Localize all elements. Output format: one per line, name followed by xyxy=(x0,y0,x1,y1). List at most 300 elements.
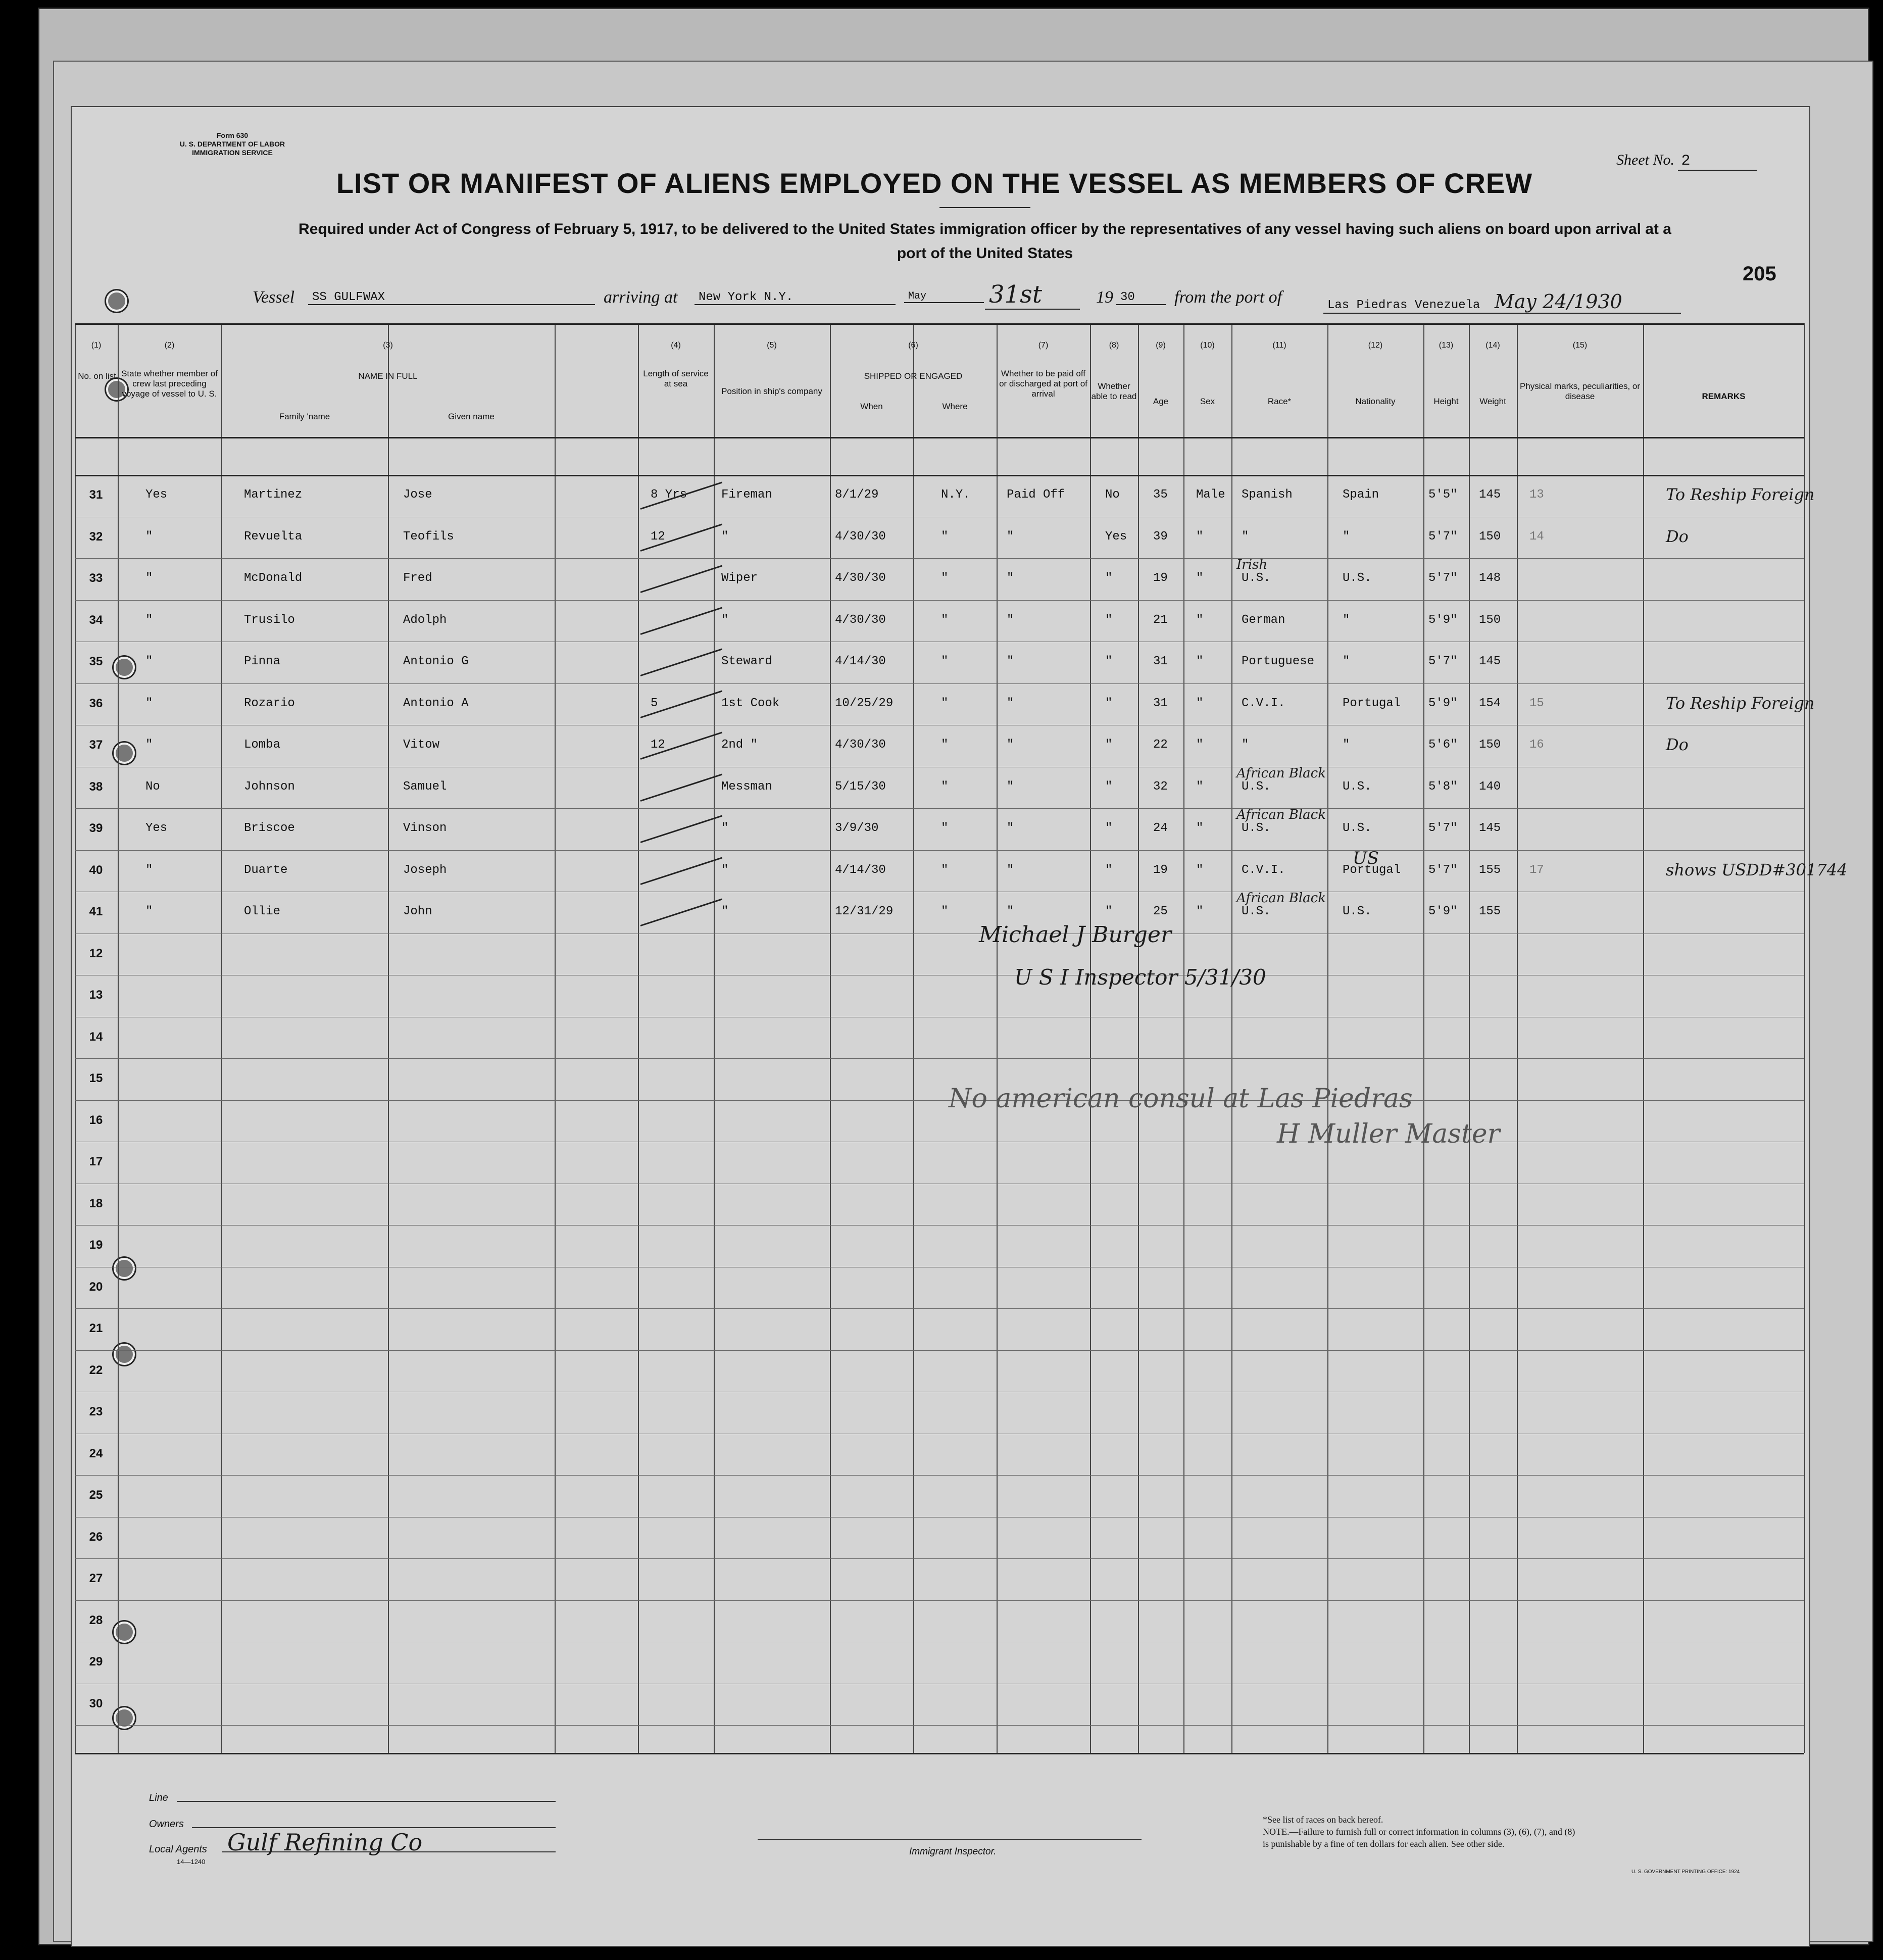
col-head-nationality: Nationality xyxy=(1355,397,1396,406)
cell-where: " xyxy=(941,821,949,835)
cell-prev: " xyxy=(145,863,153,877)
cell-family: Briscoe xyxy=(244,821,295,835)
cell-read: No xyxy=(1105,488,1120,502)
col-head-race: Race* xyxy=(1267,397,1292,406)
col-num-8: (8) xyxy=(1109,341,1119,350)
col-head-shipped: SHIPPED OR ENGAGED xyxy=(864,371,963,381)
cell-weight: 145 xyxy=(1479,488,1501,502)
form-number: Form 630 xyxy=(216,131,249,139)
column-rule xyxy=(1090,323,1091,1753)
cell-age: 19 xyxy=(1153,571,1168,585)
cell-race: U.S. xyxy=(1242,571,1271,585)
crew-ledger xyxy=(75,323,1848,1753)
cell-read: " xyxy=(1105,821,1113,835)
cell-paid: " xyxy=(1007,779,1014,794)
cell-remarks: Do xyxy=(1666,735,1689,754)
immigrant-inspector-label: Immigrant Inspector. xyxy=(909,1846,997,1857)
cell-prev: Yes xyxy=(145,821,168,835)
arrival-year: 30 xyxy=(1116,290,1166,305)
cell-when: 4/30/30 xyxy=(835,738,886,752)
col-head-sex: Sex xyxy=(1200,397,1215,406)
nationality-handwritten-note: US xyxy=(1353,848,1379,868)
cell-given: Joseph xyxy=(403,863,447,877)
cell-age: 25 xyxy=(1153,905,1168,918)
cell-where: " xyxy=(941,613,949,627)
subtitle-line-2: port of the United States xyxy=(897,245,1073,262)
row-rule xyxy=(75,1308,1804,1309)
cell-age: 22 xyxy=(1153,738,1168,752)
binder-hole-icon xyxy=(106,290,127,312)
col-head-family: Family 'name xyxy=(279,412,330,421)
empty-row-number: 22 xyxy=(89,1363,103,1377)
cell-paid: " xyxy=(1007,655,1014,668)
cell-race: C.V.I. xyxy=(1242,696,1285,710)
cell-nationality: Portugal xyxy=(1343,863,1401,877)
cell-paid: " xyxy=(1007,696,1014,710)
owners-field xyxy=(192,1827,556,1828)
cell-race: U.S. xyxy=(1242,905,1271,918)
column-rule xyxy=(388,323,389,1753)
check-stroke-icon xyxy=(640,649,723,676)
cell-height: 5'7" xyxy=(1428,863,1458,877)
row-rule xyxy=(75,683,1804,684)
cell-height: 5'9" xyxy=(1428,696,1458,710)
col-num-12: (12) xyxy=(1368,341,1383,350)
arriving-port: New York N.Y. xyxy=(695,290,896,305)
cell-family: Johnson xyxy=(244,779,295,794)
race-handwritten-note: Irish xyxy=(1236,557,1268,572)
cell-height: 5'8" xyxy=(1428,779,1458,794)
cell-weight: 155 xyxy=(1479,905,1501,918)
from-port-name: Las Piedras Venezuela xyxy=(1327,299,1480,312)
title-rule xyxy=(939,207,1030,208)
cell-marks: 17 xyxy=(1529,863,1544,877)
header-rule xyxy=(75,437,1804,438)
col-num-15: (15) xyxy=(1572,341,1588,350)
column-rule xyxy=(1643,323,1644,1753)
cell-given: Antonio A xyxy=(403,696,469,710)
local-agents-value: Gulf Refining Co xyxy=(227,1829,423,1856)
col-head-prev: State whether member of crew last preceding voyage of vessel to U. S. xyxy=(121,369,218,399)
cell-service: 12 xyxy=(651,738,665,752)
cell-height: 5'6" xyxy=(1428,738,1458,752)
cell-sex: Male xyxy=(1196,488,1225,502)
cell-position: Steward xyxy=(721,655,772,668)
cell-family: Pinna xyxy=(244,655,281,668)
cell-position: Wiper xyxy=(721,571,758,585)
cell-where: " xyxy=(941,571,949,585)
column-rule xyxy=(221,323,222,1753)
empty-row-number: 12 xyxy=(89,946,103,960)
column-rule xyxy=(997,323,998,1753)
race-handwritten-note: African Black xyxy=(1236,807,1326,822)
empty-row-number: 24 xyxy=(89,1446,103,1460)
inspector-signature-line xyxy=(758,1839,1142,1840)
cell-height: 5'9" xyxy=(1428,613,1458,627)
cell-sex: " xyxy=(1196,696,1204,710)
cell-marks: 13 xyxy=(1529,488,1544,502)
cell-where: N.Y. xyxy=(941,488,970,502)
column-rule xyxy=(830,323,831,1753)
cell-remarks: To Reship Foreign xyxy=(1666,485,1815,504)
col-num-10: (10) xyxy=(1200,341,1215,350)
col-num-5: (5) xyxy=(767,341,777,350)
col-head-weight: Weight xyxy=(1479,397,1506,406)
arrival-month: May xyxy=(904,290,984,303)
row-rule xyxy=(75,1350,1804,1351)
cell-given: Samuel xyxy=(403,779,447,794)
master-signature: H Muller Master xyxy=(1277,1119,1500,1149)
row-rule xyxy=(75,808,1804,809)
race-handwritten-note: African Black xyxy=(1236,891,1326,906)
cell-race: U.S. xyxy=(1242,779,1271,794)
col-head-remarks: REMARKS xyxy=(1702,391,1746,401)
cell-given: Fred xyxy=(403,571,432,585)
empty-row-number: 19 xyxy=(89,1238,103,1252)
cell-read: " xyxy=(1105,655,1113,668)
cell-nationality: U.S. xyxy=(1343,779,1372,794)
row-number: 40 xyxy=(89,863,103,877)
col-num-1: (1) xyxy=(91,341,102,350)
col-head-name: NAME IN FULL xyxy=(358,371,418,381)
cell-where: " xyxy=(941,738,949,752)
inspector-signature: Michael J Burger xyxy=(979,922,1172,948)
cell-sex: " xyxy=(1196,571,1204,585)
cell-family: Trusilo xyxy=(244,613,295,627)
row-rule xyxy=(75,850,1804,851)
cell-when: 4/30/30 xyxy=(835,613,886,627)
cell-prev: " xyxy=(145,905,153,918)
cell-age: 35 xyxy=(1153,488,1168,502)
cell-family: Revuelta xyxy=(244,529,303,544)
cell-nationality: Portugal xyxy=(1343,696,1401,710)
cell-prev: " xyxy=(145,655,153,668)
note-penalty-2: is punishable by a fine of ten dollars for each alien. See other side. xyxy=(1263,1839,1505,1849)
cell-position: 2nd " xyxy=(721,738,758,752)
column-rule xyxy=(118,323,119,1753)
column-rule xyxy=(1183,323,1184,1753)
col-num-14: (14) xyxy=(1485,341,1500,350)
cell-height: 5'7" xyxy=(1428,821,1458,835)
col-head-marks: Physical marks, peculiarities, or disease xyxy=(1519,381,1641,401)
cell-read: " xyxy=(1105,863,1113,877)
col-head-no: No. on list xyxy=(78,371,116,381)
cell-race: German xyxy=(1242,613,1285,627)
column-rule xyxy=(638,323,639,1753)
cell-read: " xyxy=(1105,571,1113,585)
form-header xyxy=(146,131,318,157)
sheet-no-front-value: 2 xyxy=(1678,153,1757,171)
subtitle xyxy=(146,217,1823,266)
row-number: 38 xyxy=(89,779,103,794)
year-prefix: 19 xyxy=(1096,288,1113,307)
gpo-imprint: U. S. GOVERNMENT PRINTING OFFICE: 1924 xyxy=(1631,1869,1740,1875)
owners-label: Owners xyxy=(149,1819,184,1830)
column-rule xyxy=(555,323,556,1753)
cell-position: " xyxy=(721,529,729,544)
cell-remarks: shows USDD#301744 xyxy=(1666,860,1848,879)
race-handwritten-note: African Black xyxy=(1236,765,1326,781)
form-code: 14—1240 xyxy=(177,1858,206,1866)
col-head-service: Length of service at sea xyxy=(643,369,709,388)
cell-weight: 155 xyxy=(1479,863,1501,877)
cell-position: " xyxy=(721,821,729,835)
cell-when: 3/9/30 xyxy=(835,821,879,835)
row-rule xyxy=(75,1558,1804,1559)
empty-row-number: 16 xyxy=(89,1113,103,1127)
cell-position: Messman xyxy=(721,779,772,794)
cell-service: 8 Yrs xyxy=(651,488,687,502)
cell-family: Duarte xyxy=(244,863,288,877)
cell-age: 21 xyxy=(1153,613,1168,627)
cell-nationality: Spain xyxy=(1343,488,1379,502)
cell-when: 4/30/30 xyxy=(835,571,886,585)
cell-sex: " xyxy=(1196,529,1204,544)
cell-prev: " xyxy=(145,696,153,710)
cell-paid: " xyxy=(1007,905,1014,918)
col-num-6: (6) xyxy=(908,341,918,350)
arriving-label: arriving at xyxy=(604,288,678,307)
cell-weight: 154 xyxy=(1479,696,1501,710)
arrival-day: 31st xyxy=(985,280,1080,310)
cell-marks: 14 xyxy=(1529,529,1544,544)
local-agents-label: Local Agents xyxy=(149,1844,207,1855)
cell-position: " xyxy=(721,863,729,877)
cell-when: 8/1/29 xyxy=(835,488,879,502)
cell-marks: 16 xyxy=(1529,738,1544,752)
cell-paid: " xyxy=(1007,738,1014,752)
row-number: 39 xyxy=(89,821,103,835)
empty-row-number: 13 xyxy=(89,988,103,1002)
cell-when: 4/14/30 xyxy=(835,863,886,877)
cell-race: " xyxy=(1242,529,1249,544)
row-rule xyxy=(75,1725,1804,1726)
cell-where: " xyxy=(941,905,949,918)
cell-family: Martinez xyxy=(244,488,303,502)
subtitle-line-1: Required under Act of Congress of February 5, 1917, to be delivered to the United States immigration officer by the representatives of any vessel having such aliens on board upon arrival at a xyxy=(299,221,1671,237)
row-rule xyxy=(75,1100,1804,1101)
empty-row-number: 14 xyxy=(89,1030,103,1044)
cell-age: 24 xyxy=(1153,821,1168,835)
cell-age: 31 xyxy=(1153,655,1168,668)
cell-position: 1st Cook xyxy=(721,696,780,710)
cell-age: 32 xyxy=(1153,779,1168,794)
cell-when: 12/31/29 xyxy=(835,905,894,918)
cell-position: " xyxy=(721,613,729,627)
cell-nationality: U.S. xyxy=(1343,905,1372,918)
row-number: 41 xyxy=(89,905,103,918)
empty-row-number: 17 xyxy=(89,1155,103,1168)
cell-given: Antonio G xyxy=(403,655,469,668)
cell-sex: " xyxy=(1196,905,1204,918)
column-rule xyxy=(714,323,715,1753)
cell-marks: 15 xyxy=(1529,696,1544,710)
cell-when: 4/14/30 xyxy=(835,655,886,668)
col-num-9: (9) xyxy=(1156,341,1166,350)
cell-prev: Yes xyxy=(145,488,168,502)
row-number: 36 xyxy=(89,696,103,710)
cell-height: 5'7" xyxy=(1428,571,1458,585)
cell-given: Teofils xyxy=(403,529,454,544)
cell-age: 19 xyxy=(1153,863,1168,877)
row-number: 35 xyxy=(89,655,103,668)
col-head-age: Age xyxy=(1153,397,1169,406)
department-name: U. S. DEPARTMENT OF LABOR xyxy=(179,140,285,148)
cell-race: Portuguese xyxy=(1242,655,1315,668)
cell-paid: Paid Off xyxy=(1007,488,1065,502)
check-stroke-icon xyxy=(640,773,723,801)
cell-given: Adolph xyxy=(403,613,447,627)
cell-position: " xyxy=(721,905,729,918)
cell-when: 4/30/30 xyxy=(835,529,886,544)
cell-prev: " xyxy=(145,738,153,752)
check-stroke-icon xyxy=(640,857,723,885)
check-stroke-icon xyxy=(640,815,723,843)
cell-where: " xyxy=(941,529,949,544)
cell-race: " xyxy=(1242,738,1249,752)
cell-race: C.V.I. xyxy=(1242,863,1285,877)
cell-read: " xyxy=(1105,779,1113,794)
from-port xyxy=(1323,290,1681,314)
cell-nationality: " xyxy=(1343,655,1350,668)
vessel-label: Vessel xyxy=(253,288,295,307)
cell-remarks: Do xyxy=(1666,526,1689,546)
cell-nationality: " xyxy=(1343,529,1350,544)
cell-prev: " xyxy=(145,529,153,544)
cell-age: 39 xyxy=(1153,529,1168,544)
column-rule xyxy=(1327,323,1328,1753)
empty-row-number: 21 xyxy=(89,1321,103,1335)
line-label: Line xyxy=(149,1792,168,1803)
cell-sex: " xyxy=(1196,655,1204,668)
cell-height: 5'7" xyxy=(1428,655,1458,668)
inspector-title: U S I Inspector 5/31/30 xyxy=(1014,965,1266,990)
cell-nationality: U.S. xyxy=(1343,571,1372,585)
col-num-3: (3) xyxy=(383,341,393,350)
cell-when: 5/15/30 xyxy=(835,779,886,794)
cell-prev: " xyxy=(145,571,153,585)
empty-row-number: 30 xyxy=(89,1696,103,1710)
cell-service: 12 xyxy=(651,529,665,544)
row-rule xyxy=(75,600,1804,601)
cell-remarks: To Reship Foreign xyxy=(1666,693,1815,713)
cell-height: 5'9" xyxy=(1428,905,1458,918)
cell-nationality: U.S. xyxy=(1343,821,1372,835)
column-rule xyxy=(1423,323,1424,1753)
row-number: 32 xyxy=(89,529,103,544)
cell-weight: 145 xyxy=(1479,821,1501,835)
cell-race: Spanish xyxy=(1242,488,1293,502)
col-num-2: (2) xyxy=(164,341,175,350)
cell-weight: 150 xyxy=(1479,529,1501,544)
cell-prev: " xyxy=(145,613,153,627)
cell-read: " xyxy=(1105,738,1113,752)
cell-paid: " xyxy=(1007,863,1014,877)
cell-weight: 150 xyxy=(1479,738,1501,752)
cell-given: Vitow xyxy=(403,738,440,752)
col-num-11: (11) xyxy=(1272,341,1286,350)
row-number: 34 xyxy=(89,613,103,627)
col-head-position: Position in ship's company xyxy=(721,386,822,396)
empty-row-number: 27 xyxy=(89,1572,103,1585)
col-head-where: Where xyxy=(942,402,968,411)
row-rule xyxy=(75,558,1804,559)
cell-read: " xyxy=(1105,696,1113,710)
cell-nationality: " xyxy=(1343,613,1350,627)
header-rule xyxy=(75,323,1804,325)
row-rule xyxy=(75,1600,1804,1601)
cell-given: John xyxy=(403,905,432,918)
cell-family: Lomba xyxy=(244,738,281,752)
page-title: LIST OR MANIFEST OF ALIENS EMPLOYED ON THE VESSEL AS MEMBERS OF CREW xyxy=(336,167,1533,199)
sheet-no-label-front: Sheet No. xyxy=(1616,152,1674,168)
vessel-name: SS GULFWAX xyxy=(308,290,595,305)
cell-family: Rozario xyxy=(244,696,295,710)
cell-prev: No xyxy=(145,779,160,794)
note-penalty-1: NOTE.—Failure to furnish full or correct information in columns (3), (6), (7), and (8) xyxy=(1263,1827,1575,1837)
cell-weight: 140 xyxy=(1479,779,1501,794)
cell-read: " xyxy=(1105,905,1113,918)
empty-row-number: 26 xyxy=(89,1530,103,1544)
departure-note: May 24/1930 xyxy=(1494,290,1622,313)
cell-when: 10/25/29 xyxy=(835,696,894,710)
col-head-paid: Whether to be paid off or discharged at port of arrival xyxy=(999,369,1087,399)
empty-row-number: 23 xyxy=(89,1405,103,1418)
col-num-7: (7) xyxy=(1038,341,1049,350)
cell-paid: " xyxy=(1007,821,1014,835)
consul-note: No american consul at Las Piedras xyxy=(949,1084,1413,1114)
column-rule xyxy=(1517,323,1518,1753)
empty-row-number: 29 xyxy=(89,1655,103,1669)
line-field xyxy=(177,1801,556,1802)
cell-paid: " xyxy=(1007,613,1014,627)
cell-weight: 145 xyxy=(1479,655,1501,668)
col-head-when: When xyxy=(860,402,883,411)
col-head-read: Whether able to read xyxy=(1091,381,1137,401)
cell-given: Vinson xyxy=(403,821,447,835)
row-rule xyxy=(75,1225,1804,1226)
vessel-line xyxy=(253,288,294,307)
header-rule xyxy=(75,475,1804,476)
empty-row-number: 18 xyxy=(89,1196,103,1210)
row-number: 33 xyxy=(89,571,103,585)
cell-paid: " xyxy=(1007,571,1014,585)
cell-family: Ollie xyxy=(244,905,281,918)
col-head-height: Height xyxy=(1433,397,1459,406)
cell-service: 5 xyxy=(651,696,658,710)
from-label: from the port of xyxy=(1174,288,1282,307)
cell-race: U.S. xyxy=(1242,821,1271,835)
column-rule xyxy=(1138,323,1139,1753)
cell-height: 5'5" xyxy=(1428,488,1458,502)
cell-weight: 148 xyxy=(1479,571,1501,585)
cell-nationality: " xyxy=(1343,738,1350,752)
row-rule xyxy=(75,1058,1804,1059)
column-rule xyxy=(1804,323,1805,1753)
check-stroke-icon xyxy=(640,899,723,926)
cell-where: " xyxy=(941,779,949,794)
cell-where: " xyxy=(941,696,949,710)
cell-sex: " xyxy=(1196,613,1204,627)
column-rule xyxy=(1469,323,1470,1753)
cell-age: 31 xyxy=(1153,696,1168,710)
cell-sex: " xyxy=(1196,738,1204,752)
cell-where: " xyxy=(941,863,949,877)
cell-sex: " xyxy=(1196,821,1204,835)
empty-row-number: 28 xyxy=(89,1613,103,1627)
page-number: 205 xyxy=(1743,263,1776,285)
check-stroke-icon xyxy=(640,607,723,634)
